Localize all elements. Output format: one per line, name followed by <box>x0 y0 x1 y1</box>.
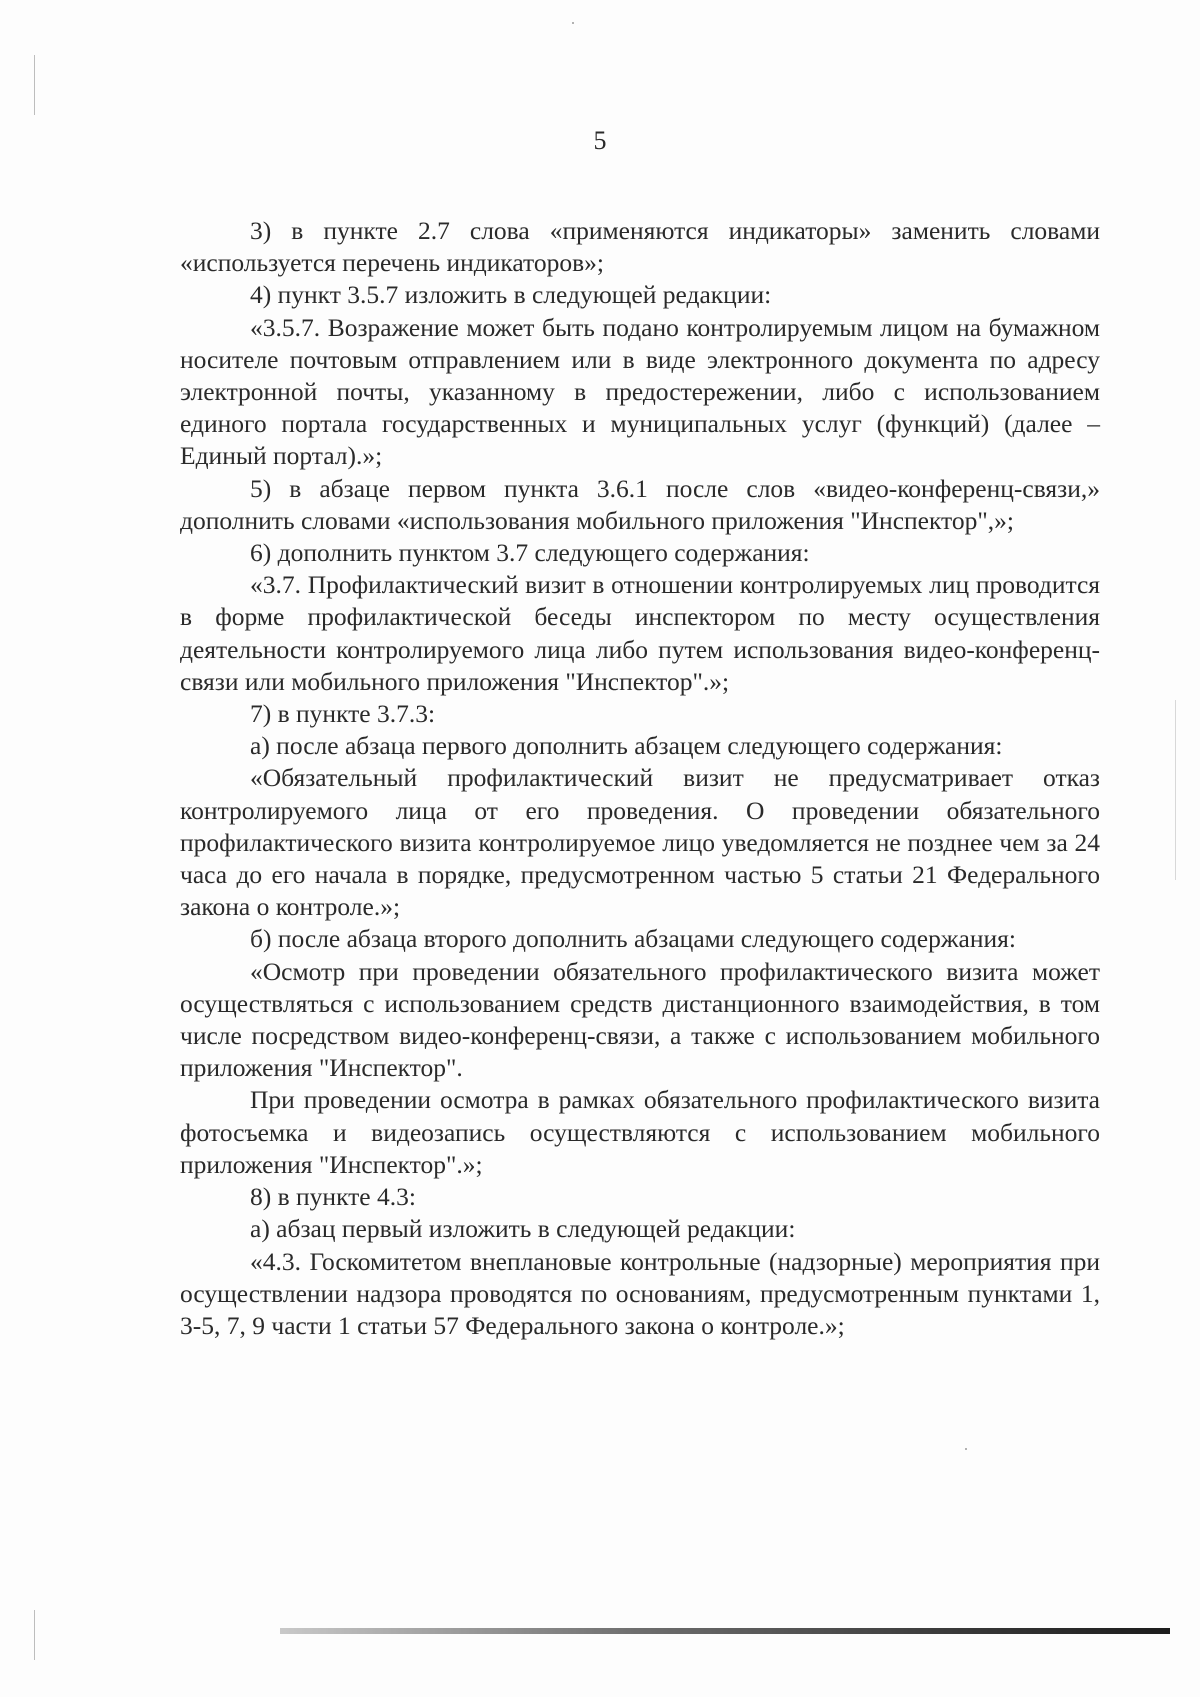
paragraph: «Обязательный профилактический визит не предусматривает отказ контролируемого лица от его проведения. О проведении обязательного профилактического визита контролируемое лицо уведомляется не позднее чем за 24 часа до его начала в порядке, предусмотренном частью 5 статьи 21 Федерального закона о контроле.»; <box>180 763 1100 922</box>
document-body <box>180 215 1100 1342</box>
scan-speck <box>572 22 574 24</box>
paragraph: «4.3. Госкомитетом внеплановые контрольные (надзорные) мероприятия при осуществлении надзора проводятся по основаниям, предусмотренным пунктами 1, 3-5, 7, 9 части 1 статьи 57 Федерального закона о контроле.»; <box>180 1246 1100 1340</box>
paragraph: а) после абзаца первого дополнить абзацем следующего содержания: <box>250 731 1003 761</box>
scan-bottom-edge-artifact <box>280 1628 1170 1634</box>
paragraph: б) после абзаца второго дополнить абзацами следующего содержания: <box>250 924 1016 954</box>
paragraph: 4) пункт 3.5.7 изложить в следующей редакции: <box>250 280 772 310</box>
scan-margin-artifact <box>34 1610 35 1660</box>
paragraph: При проведении осмотра в рамках обязательного профилактического визита фотосъемка и видеозапись осуществляются с использованием мобильного приложения "Инспектор".»; <box>180 1085 1100 1179</box>
scan-edge-artifact <box>1175 700 1176 880</box>
paragraph: 5) в абзаце первом пункта 3.6.1 после слов «видео-конференц-связи,» дополнить словами «использования мобильного приложения "Инспектор",»; <box>180 473 1100 535</box>
paragraph: «3.7. Профилактический визит в отношении контролируемых лиц проводится в форме профилактической беседы инспектором по месту осуществления деятельности контролируемого лица либо путем использования видео-конференц-связи или мобильного приложения "Инспектор".»; <box>180 570 1100 696</box>
paragraph: 8) в пункте 4.3: <box>250 1182 416 1212</box>
paragraph: «Осмотр при проведении обязательного профилактического визита может осуществляться с использованием средств дистанционного взаимодействия, в том числе посредством видео-конференц-связи, а также с использованием мобильного приложения "Инспектор". <box>180 956 1100 1083</box>
paragraph: а) абзац первый изложить в следующей редакции: <box>250 1214 796 1244</box>
paragraph: 6) дополнить пунктом 3.7 следующего содержания: <box>250 538 810 568</box>
paragraph: «3.5.7. Возражение может быть подано контролируемым лицом на бумажном носителе почтовым отправлением или в виде электронного документа по адресу электронной почты, указанному в предостережении, либо с использованием единого портала государственных и муниципальных услуг (функций) (далее – Единый портал).»; <box>180 312 1100 471</box>
scan-margin-artifact <box>34 55 35 115</box>
scan-speck <box>965 1448 967 1450</box>
paragraph: 3) в пункте 2.7 слова «применяются индикаторы» заменить словами «используется перечень индикаторов»; <box>180 216 1100 278</box>
paragraph: 7) в пункте 3.7.3: <box>250 699 436 729</box>
page-number: 5 <box>593 126 607 155</box>
